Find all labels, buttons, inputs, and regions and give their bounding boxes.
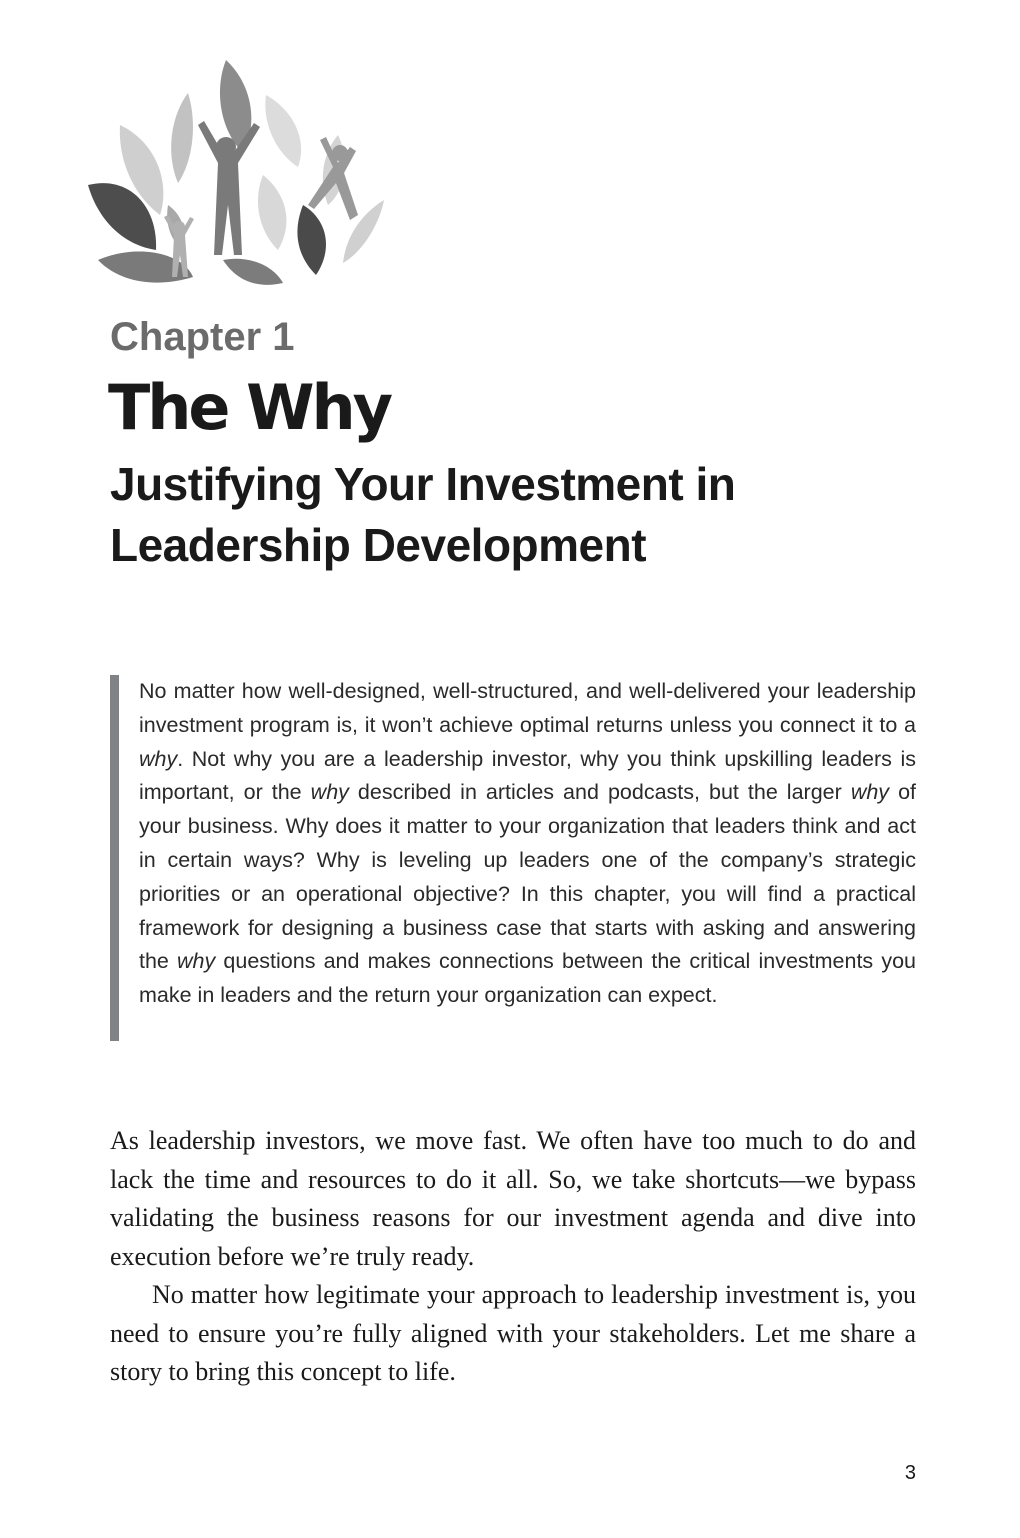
body-paragraph: As leadership investors, we move fast. We often have too much to do and lack the time and resources to do it all. So, we take shortcuts—we bypass validating the business reasons for our investment agenda and dive into execution before we’re truly ready. xyxy=(110,1126,916,1271)
abstract-text: No matter how well-designed, well-structured, and well-delivered your leadership investment program is, it won’t achieve optimal returns unless you connect it to a why. Not why you are a leadership investor, why you think upskilling leaders is important, or the why described in articles and podcasts, but the larger why of your business. Why does it matter to your organization that leaders think and act in certain ways? Why is leveling up leaders one of the company’s strategic priorities or an operational objective? In this chapter, you will find a practical framework for designing a business case that starts with asking and answering the why questions and makes connections between the critical investments you make in leaders and the return your organization can expect. xyxy=(139,679,916,1008)
chapter-subtitle: Justifying Your Investment in Leadership Development xyxy=(110,458,736,571)
chapter-title: The Why xyxy=(108,371,391,444)
body-paragraph: No matter how legitimate your approach to leadership investment is, you need to ensure you’re fully aligned with your stakeholders. Let me share a story to bring this concept to life. xyxy=(110,1280,916,1386)
abstract-bar xyxy=(110,675,119,1041)
page-number: 3 xyxy=(904,1462,916,1484)
chapter-abstract xyxy=(110,675,916,1040)
leaves-and-people-icon xyxy=(88,55,388,295)
chapter-label: Chapter 1 xyxy=(110,315,295,359)
body-text xyxy=(110,1122,916,1392)
